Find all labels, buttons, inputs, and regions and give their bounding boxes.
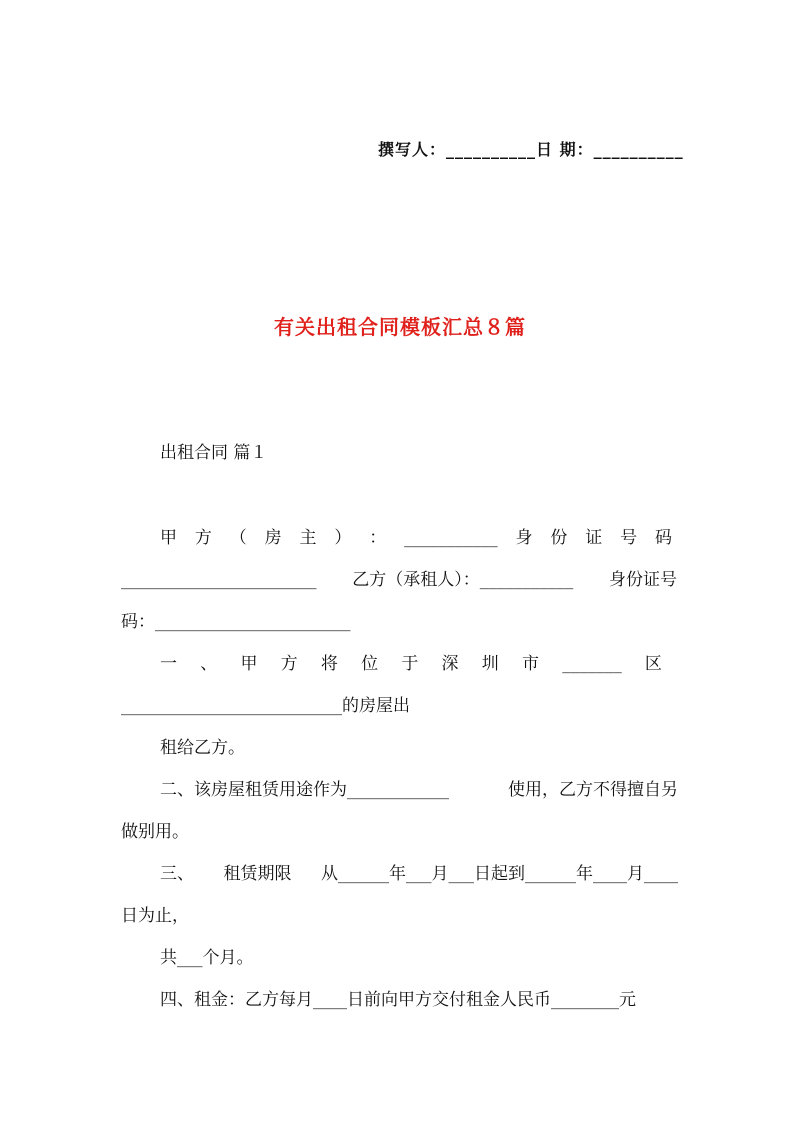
clause-1-line-3: 租给乙方。 [160, 738, 245, 758]
text-fragment: 一 [160, 654, 177, 674]
text-fragment: 于 [401, 654, 419, 674]
text-fragment: 市 [521, 654, 539, 674]
text-fragment: ） [334, 528, 352, 548]
author-date-line: 撰写人：__________日 期：__________ [378, 140, 684, 159]
clause-3-line-3: 共___个月。 [160, 948, 254, 968]
clause-1-line-2: __________________________的房屋出 [121, 696, 410, 716]
clause-2-line [160, 778, 678, 802]
text-fragment: 身 [515, 528, 533, 548]
text-fragment: 方 [280, 654, 298, 674]
text-fragment: 从______年___月___日起到______年____月____ [321, 864, 678, 884]
text-fragment: 方 [194, 528, 212, 548]
party-a-line [160, 526, 672, 550]
text-fragment: 二、该房屋租赁用途作为____________ [160, 780, 449, 800]
document-title: 有关出租合同模板汇总８篇 [274, 315, 526, 339]
text-fragment: 号 [620, 528, 638, 548]
text-fragment: 身份证号 [609, 570, 677, 590]
text-fragment: 、 [200, 654, 218, 674]
text-fragment: 租赁期限 [223, 864, 292, 884]
clause-3-line-2: 日为止， [121, 906, 189, 926]
clause-4-line: 四、租金：乙方每月____日前向甲方交付租金人民币________元 [160, 990, 636, 1010]
text-fragment: ： [369, 528, 387, 548]
text-fragment: 深 [441, 654, 459, 674]
text-fragment: 圳 [481, 654, 499, 674]
blank-field: ___________ [404, 528, 498, 548]
text-fragment: （ [229, 528, 247, 548]
text-fragment: 位 [361, 654, 379, 674]
blank-field: _______________________ [121, 570, 317, 590]
text-fragment: 证 [585, 528, 603, 548]
id-number-line: 码：_______________________ [121, 612, 351, 632]
clause-1-line [160, 652, 662, 676]
clause-2-line-2: 做别用。 [121, 822, 189, 842]
text-fragment: 将 [320, 654, 338, 674]
blank-field: _______ [562, 654, 622, 674]
text-fragment: 码 [655, 528, 672, 548]
text-fragment: 甲 [240, 654, 258, 674]
text-fragment: 使用，乙方不得擅自另 [508, 780, 678, 800]
party-b-line [121, 568, 677, 592]
clause-3-line [160, 862, 678, 886]
text-fragment: 主 [299, 528, 317, 548]
text-fragment: 甲 [160, 528, 177, 548]
text-fragment: 区 [644, 654, 662, 674]
text-fragment: 三、 [160, 864, 194, 884]
section-heading: 出租合同 篇１ [160, 443, 268, 463]
text-fragment: 房 [264, 528, 282, 548]
text-fragment: 乙方（承租人）：___________ [352, 570, 574, 590]
text-fragment: 份 [550, 528, 568, 548]
